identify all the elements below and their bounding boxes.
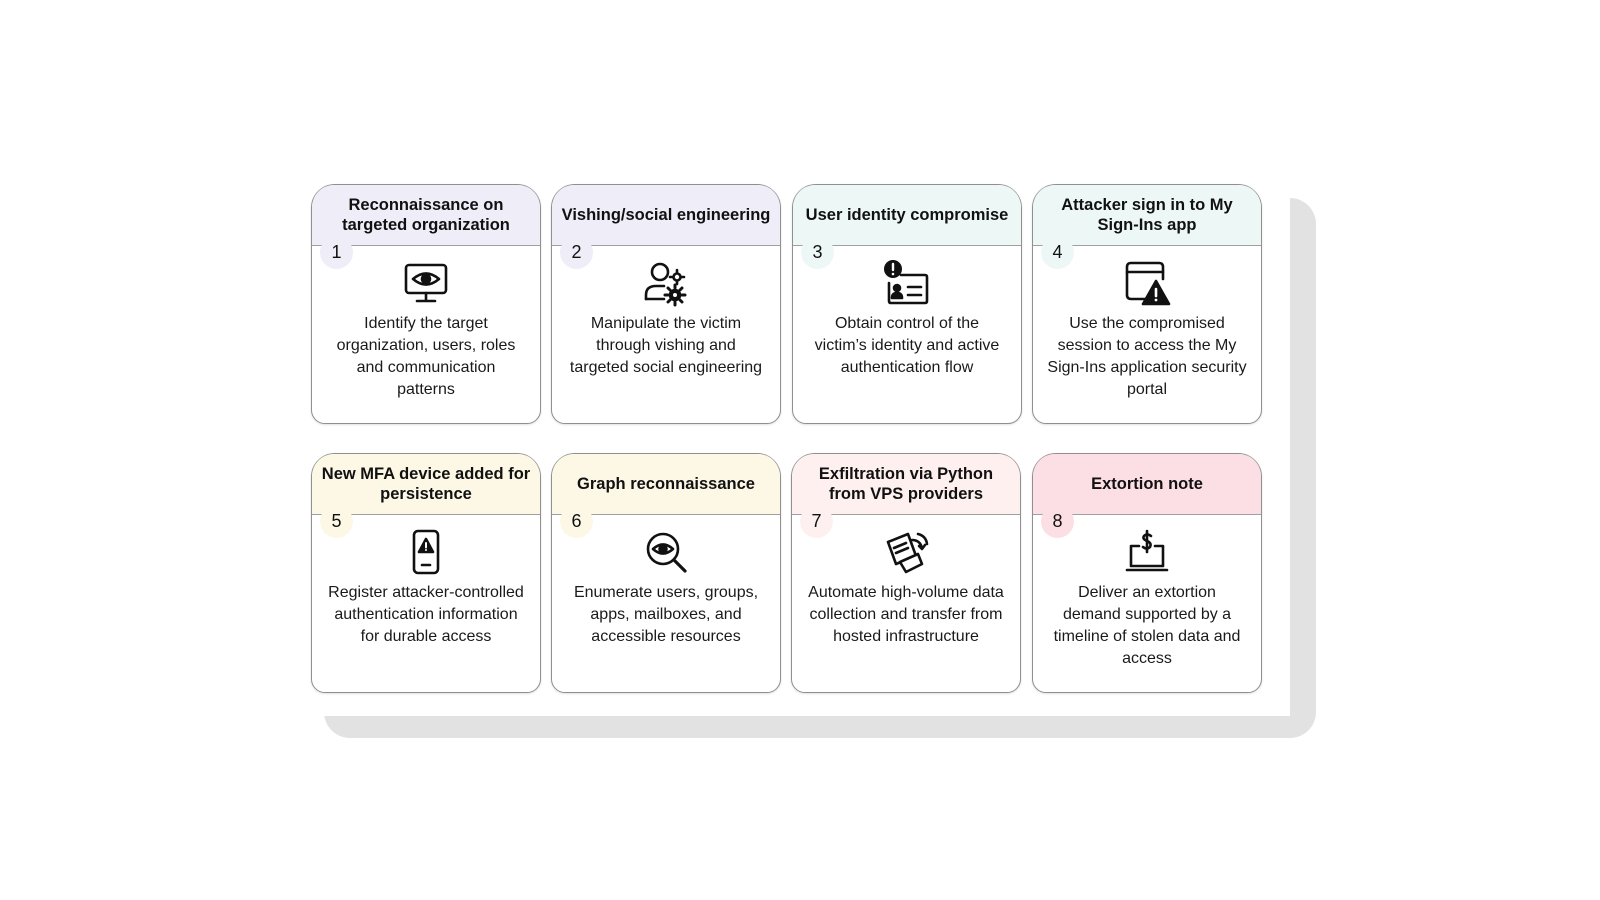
step-header-5: [312, 454, 540, 515]
step-card-1: [311, 184, 541, 424]
step-title: Extortion note: [1091, 475, 1203, 493]
step-card-2: [551, 184, 781, 424]
id-card-alert-icon: [882, 258, 932, 308]
step-description: Manipulate the victim through vishing and targeted social engineering: [569, 315, 763, 376]
documents-transfer-icon: [881, 527, 931, 577]
step-card-3: [792, 184, 1022, 424]
step-number-badge: 5: [320, 505, 353, 538]
monitor-eye-icon: [401, 258, 451, 308]
step-description: Use the compromised session to access the My Sign-Ins application security portal: [1047, 315, 1247, 398]
step-number-badge: 6: [560, 505, 593, 538]
step-description: Identify the target organization, users, roles and communication patterns: [336, 315, 516, 398]
step-header-7: [792, 454, 1020, 515]
step-card-5: [311, 453, 541, 693]
step-title: New MFA device added for persistence: [321, 465, 531, 503]
step-header-8: [1033, 454, 1261, 515]
step-title: Attacker sign in to My Sign-Ins app: [1061, 196, 1233, 234]
step-description: Automate high-volume data collection and transfer from hosted infrastructure: [808, 584, 1004, 645]
step-description: Register attacker-controlled authentication information for durable access: [328, 584, 524, 645]
step-card-7: [791, 453, 1021, 693]
step-header-6: [552, 454, 780, 515]
step-number-badge: 2: [560, 236, 593, 269]
step-number-badge: 1: [320, 236, 353, 269]
step-card-6: [551, 453, 781, 693]
step-title: Reconnaissance on targeted organization: [342, 196, 510, 234]
step-header-3: [793, 185, 1021, 246]
browser-warning-icon: [1122, 258, 1172, 308]
step-card-8: [1032, 453, 1262, 693]
step-number-badge: 4: [1041, 236, 1074, 269]
step-number-badge: 8: [1041, 505, 1074, 538]
step-description: Deliver an extortion demand supported by a timeline of stolen data and access: [1053, 584, 1241, 667]
search-eye-icon: [641, 527, 691, 577]
step-title: Graph reconnaissance: [577, 475, 755, 493]
phone-warning-icon: [401, 527, 451, 577]
user-gears-icon: [641, 258, 691, 308]
step-card-4: [1032, 184, 1262, 424]
step-title: User identity compromise: [805, 206, 1009, 224]
step-title: Exfiltration via Python from VPS providers: [818, 465, 994, 503]
step-number-badge: 3: [801, 236, 834, 269]
step-description: Enumerate users, groups, apps, mailboxes, and accessible resources: [573, 584, 759, 645]
step-description: Obtain control of the victim’s identity and active authentication flow: [814, 315, 1000, 376]
laptop-dollar-icon: [1122, 527, 1172, 577]
step-number-badge: 7: [800, 505, 833, 538]
step-header-1: [312, 185, 540, 246]
step-title: Vishing/social engineering: [561, 206, 771, 224]
step-header-4: [1033, 185, 1261, 246]
step-header-2: [552, 185, 780, 246]
